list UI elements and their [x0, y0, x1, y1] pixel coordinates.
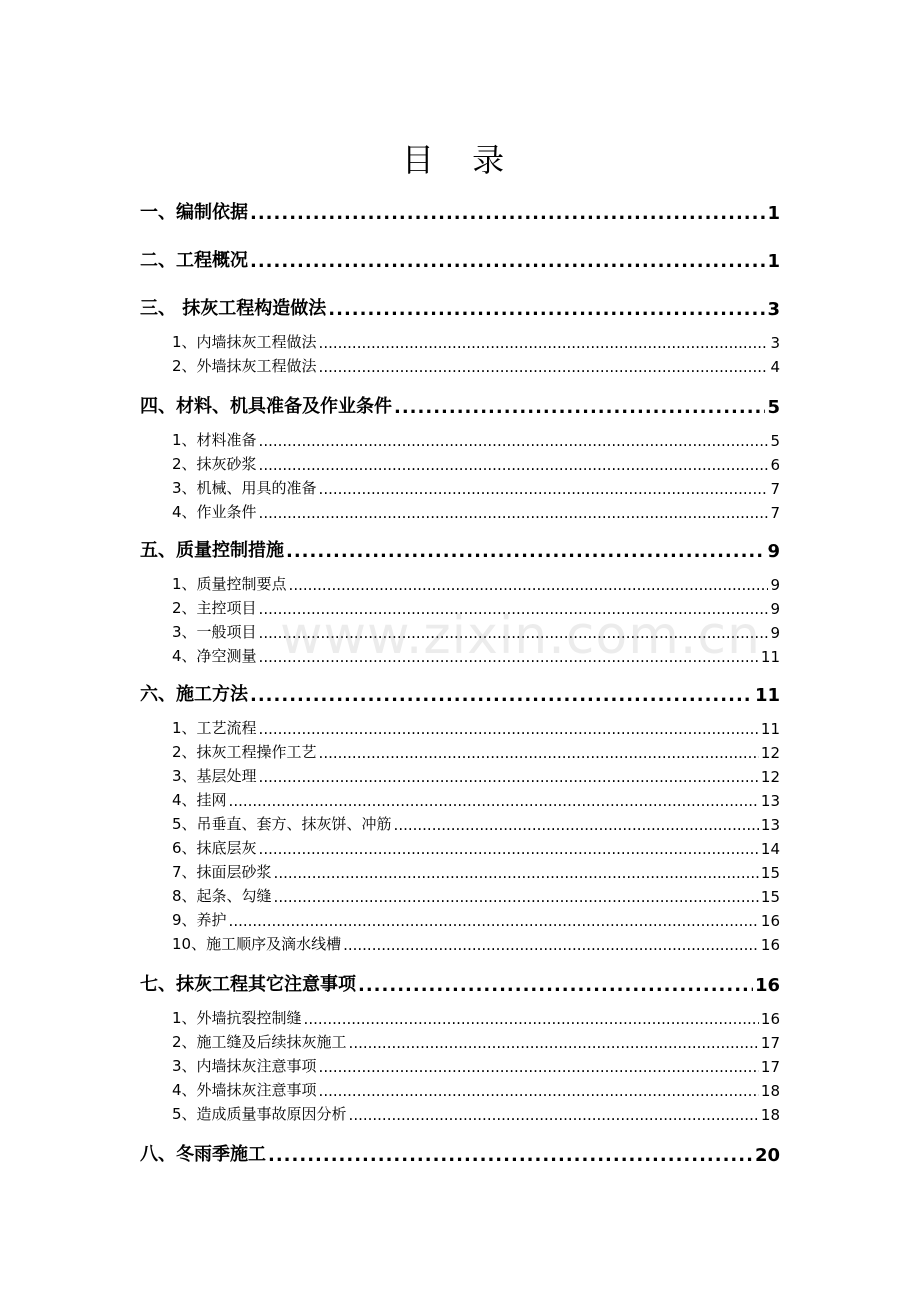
toc-section-entry[interactable] [140, 716, 780, 738]
toc-entry-label: 4、净空测量 [172, 647, 257, 665]
dot-leader [268, 1145, 753, 1166]
toc-section-entry[interactable] [140, 1054, 780, 1076]
toc-chapter-entry[interactable] [140, 294, 780, 320]
toc-entry-label: 4、作业条件 [172, 503, 257, 521]
page-title: 目 录 [401, 141, 519, 179]
toc-entry-page-number: 9 [767, 541, 780, 562]
dot-leader [319, 358, 769, 376]
dot-leader [358, 975, 753, 996]
watermark: www.zixin.com.cn [280, 606, 761, 666]
toc-section-entry[interactable] [140, 428, 780, 450]
toc-chapter-entry[interactable] [140, 198, 780, 224]
toc-entry-page-number: 7 [770, 504, 780, 522]
toc-section-entry[interactable] [140, 836, 780, 858]
toc-entry-page-number: 9 [770, 576, 780, 594]
dot-leader [319, 1058, 759, 1076]
toc-entry-label: 2、主控项目 [172, 599, 257, 617]
toc-entry-page-number: 4 [770, 358, 780, 376]
toc-entry-label: 3、机械、用具的准备 [172, 479, 317, 497]
toc-entry-page-number: 6 [770, 456, 780, 474]
toc-entry-page-number: 12 [760, 744, 780, 762]
toc-entry-page-number: 11 [754, 685, 780, 706]
dot-leader [349, 1106, 759, 1124]
dot-leader [274, 864, 759, 882]
toc-entry-page-number: 11 [760, 648, 780, 666]
toc-entry-page-number: 14 [760, 840, 780, 858]
dot-leader [304, 1010, 759, 1028]
toc-entry-label: 5、造成质量事故原因分析 [172, 1105, 347, 1123]
toc-entry-label: 2、抹灰工程操作工艺 [172, 743, 317, 761]
toc-section-entry[interactable] [140, 354, 780, 376]
toc-entry-label: 7、抹面层砂浆 [172, 863, 272, 881]
toc-entry-page-number: 17 [760, 1058, 780, 1076]
toc-section-entry[interactable] [140, 1078, 780, 1100]
toc-section-entry[interactable] [140, 812, 780, 834]
dot-leader [250, 251, 765, 272]
toc-entry-label: 1、质量控制要点 [172, 575, 287, 593]
toc-entry-label: 6、抹底层灰 [172, 839, 257, 857]
toc-entry-label: 1、内墙抹灰工程做法 [172, 333, 317, 351]
toc-entry-label: 1、材料准备 [172, 431, 257, 449]
toc-entry-label: 一、编制依据 [140, 202, 248, 223]
toc-entry-page-number: 20 [754, 1145, 780, 1166]
dot-leader [319, 1082, 759, 1100]
toc-entry-label: 二、工程概况 [140, 250, 248, 271]
toc-entry-label: 八、冬雨季施工 [140, 1144, 266, 1165]
toc-entry-label: 五、质量控制措施 [140, 540, 284, 561]
toc-entry-label: 3、基层处理 [172, 767, 257, 785]
toc-entry-label: 1、工艺流程 [172, 719, 257, 737]
toc-chapter-entry[interactable] [140, 1140, 780, 1166]
toc-section-entry[interactable] [140, 1030, 780, 1052]
toc-chapter-entry[interactable] [140, 536, 780, 562]
toc-section-entry[interactable] [140, 330, 780, 352]
dot-leader [319, 334, 769, 352]
toc-entry-page-number: 5 [767, 397, 780, 418]
toc-entry-page-number: 17 [760, 1034, 780, 1052]
dot-leader [319, 744, 759, 762]
toc-entry-label: 三、 抹灰工程构造做法 [140, 298, 327, 319]
toc-entry-page-number: 9 [770, 624, 780, 642]
toc-entry-label: 10、施工顺序及滴水线槽 [172, 935, 342, 953]
dot-leader [328, 299, 765, 320]
toc-entry-label: 3、一般项目 [172, 623, 257, 641]
toc-section-entry[interactable] [140, 500, 780, 522]
dot-leader [319, 480, 769, 498]
toc-entry-page-number: 12 [760, 768, 780, 786]
toc-section-entry[interactable] [140, 596, 780, 618]
toc-entry-page-number: 1 [767, 251, 780, 272]
toc-entry-page-number: 18 [760, 1082, 780, 1100]
toc-entry-page-number: 16 [754, 975, 780, 996]
toc-entry-label: 2、外墙抹灰工程做法 [172, 357, 317, 375]
toc-section-entry[interactable] [140, 764, 780, 786]
dot-leader [250, 685, 753, 706]
dot-leader [349, 1034, 759, 1052]
toc-section-entry[interactable] [140, 644, 780, 666]
toc-section-entry[interactable] [140, 860, 780, 882]
toc-section-entry[interactable] [140, 884, 780, 906]
dot-leader [259, 456, 769, 474]
toc-entry-page-number: 16 [760, 936, 780, 954]
toc-entry-label: 七、抹灰工程其它注意事项 [140, 974, 356, 995]
toc-section-entry[interactable] [140, 788, 780, 810]
toc-entry-label: 六、施工方法 [140, 684, 248, 705]
toc-entry-label: 2、抹灰砂浆 [172, 455, 257, 473]
dot-leader [250, 203, 765, 224]
toc-entry-page-number: 18 [760, 1106, 780, 1124]
toc-section-entry[interactable] [140, 1102, 780, 1124]
dot-leader [259, 720, 759, 738]
toc-entry-label: 4、外墙抹灰注意事项 [172, 1081, 317, 1099]
toc-entry-page-number: 7 [770, 480, 780, 498]
dot-leader [259, 648, 759, 666]
dot-leader [286, 541, 765, 562]
toc-entry-page-number: 5 [770, 432, 780, 450]
toc-section-entry[interactable] [140, 476, 780, 498]
dot-leader [229, 912, 759, 930]
toc-entry-label: 8、起条、勾缝 [172, 887, 272, 905]
toc-section-entry[interactable] [140, 452, 780, 474]
toc-entry-page-number: 1 [767, 203, 780, 224]
dot-leader [274, 888, 759, 906]
toc-section-entry[interactable] [140, 572, 780, 594]
toc-entry-page-number: 16 [760, 1010, 780, 1028]
dot-leader [259, 768, 759, 786]
toc-entry-label: 9、养护 [172, 911, 227, 929]
toc-chapter-entry[interactable] [140, 246, 780, 272]
toc-entry-page-number: 9 [770, 600, 780, 618]
toc-entry-label: 1、外墙抗裂控制缝 [172, 1009, 302, 1027]
toc-entry-label: 2、施工缝及后续抹灰施工 [172, 1033, 347, 1051]
toc-entry-page-number: 11 [760, 720, 780, 738]
dot-leader [289, 576, 769, 594]
dot-leader [259, 600, 769, 618]
toc-chapter-entry[interactable] [140, 970, 780, 996]
toc-entry-label: 3、内墙抹灰注意事项 [172, 1057, 317, 1075]
toc-entry-page-number: 15 [760, 864, 780, 882]
toc-section-entry[interactable] [140, 932, 780, 954]
dot-leader [259, 840, 759, 858]
dot-leader [394, 397, 765, 418]
toc-section-entry[interactable] [140, 908, 780, 930]
dot-leader [343, 936, 759, 954]
toc-section-entry[interactable] [140, 620, 780, 642]
dot-leader [229, 792, 759, 810]
toc-entry-label: 5、吊垂直、套方、抹灰饼、冲筋 [172, 815, 392, 833]
toc-entry-label: 4、挂网 [172, 791, 227, 809]
dot-leader [259, 504, 769, 522]
dot-leader [394, 816, 759, 834]
dot-leader [259, 624, 769, 642]
toc-entry-label: 四、材料、机具准备及作业条件 [140, 396, 392, 417]
toc-entry-page-number: 3 [767, 299, 780, 320]
toc-entry-page-number: 15 [760, 888, 780, 906]
toc-chapter-entry[interactable] [140, 680, 780, 706]
toc-entry-page-number: 16 [760, 912, 780, 930]
toc-section-entry[interactable] [140, 1006, 780, 1028]
toc-entry-page-number: 3 [770, 334, 780, 352]
toc-chapter-entry[interactable] [140, 392, 780, 418]
toc-section-entry[interactable] [140, 740, 780, 762]
toc-entry-page-number: 13 [760, 792, 780, 810]
dot-leader [259, 432, 769, 450]
toc-entry-page-number: 13 [760, 816, 780, 834]
